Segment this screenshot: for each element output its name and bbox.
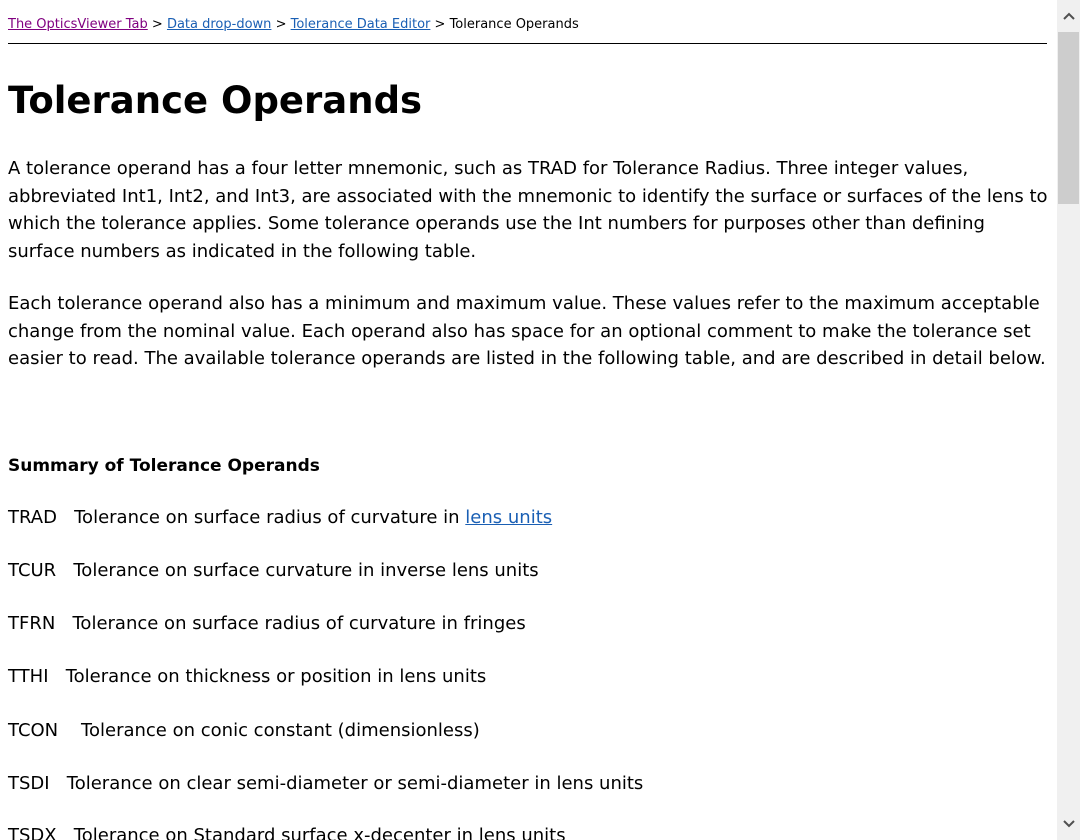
breadcrumb-current: Tolerance Operands — [449, 17, 579, 32]
breadcrumb-separator: > — [151, 17, 163, 32]
operand-row-tfrn — [8, 612, 526, 636]
operand-code: TCON — [8, 720, 59, 741]
operand-description: Tolerance on clear semi-diameter or semi-diameter in lens units — [66, 773, 644, 794]
operand-code: TTHI — [8, 666, 49, 687]
operand-description — [74, 507, 552, 528]
operand-description: Tolerance on surface radius of curvature in fringes — [72, 613, 526, 634]
operand-row-tsdx — [8, 824, 566, 840]
scroll-thumb[interactable] — [1058, 32, 1079, 204]
operand-description: Tolerance on thickness or position in lens units — [65, 666, 487, 687]
operand-row-tsdi — [8, 772, 643, 796]
operand-description: Tolerance on conic constant (dimensionless) — [81, 720, 480, 741]
summary-heading: Summary of Tolerance Operands — [8, 456, 320, 476]
vertical-scrollbar[interactable] — [1057, 0, 1080, 840]
operand-code: TSDX — [8, 825, 57, 840]
operand-row-tcur — [8, 559, 539, 583]
breadcrumb-link-opticsviewer-tab[interactable]: The OpticsViewer Tab — [8, 17, 148, 32]
breadcrumb-separator: > — [434, 17, 446, 32]
operand-description: Tolerance on surface curvature in inverse lens units — [73, 560, 539, 581]
operand-description-text: Tolerance on surface radius of curvature in — [74, 507, 466, 528]
lens-units-link[interactable]: lens units — [465, 507, 553, 528]
breadcrumb — [8, 17, 579, 33]
intro-paragraph: A tolerance operand has a four letter mnemonic, such as TRAD for Tolerance Radius. Three integer values, abbreviated Int1, Int2, and Int3, are associated with the mnemonic to identify the surface or surfaces of the lens to which the tolerance applies. Some tolerance operands use the Int numbers for purposes other than defining surface numbers as indicated in the following table. — [8, 158, 1048, 262]
breadcrumb-link-tolerance-data-editor[interactable]: Tolerance Data Editor — [290, 17, 431, 32]
chevron-up-icon — [1062, 11, 1076, 21]
scroll-up-button[interactable] — [1057, 0, 1080, 32]
header-divider — [8, 43, 1047, 44]
breadcrumb-link-data-dropdown[interactable]: Data drop-down — [166, 17, 272, 32]
operand-row-trad — [8, 506, 552, 530]
chevron-down-icon — [1062, 819, 1076, 829]
operand-code: TCUR — [8, 560, 57, 581]
operand-description: Tolerance on Standard surface x-decenter in lens units — [73, 825, 566, 840]
page-title: Tolerance Operands — [8, 79, 423, 122]
scroll-down-button[interactable] — [1057, 808, 1080, 840]
operand-row-tthi — [8, 665, 486, 689]
operand-code: TFRN — [8, 613, 56, 634]
operand-code: TRAD — [8, 507, 57, 528]
breadcrumb-separator: > — [275, 17, 287, 32]
operand-row-tcon — [8, 719, 480, 743]
operand-code: TSDI — [8, 773, 50, 794]
min-max-paragraph: Each tolerance operand also has a minimum and maximum value. These values refer to the maximum acceptable change from the nominal value. Each operand also has space for an optional comment to make the tolerance set easier to read. The available tolerance operands are listed in the following table, and are described in detail below. — [8, 293, 1046, 369]
